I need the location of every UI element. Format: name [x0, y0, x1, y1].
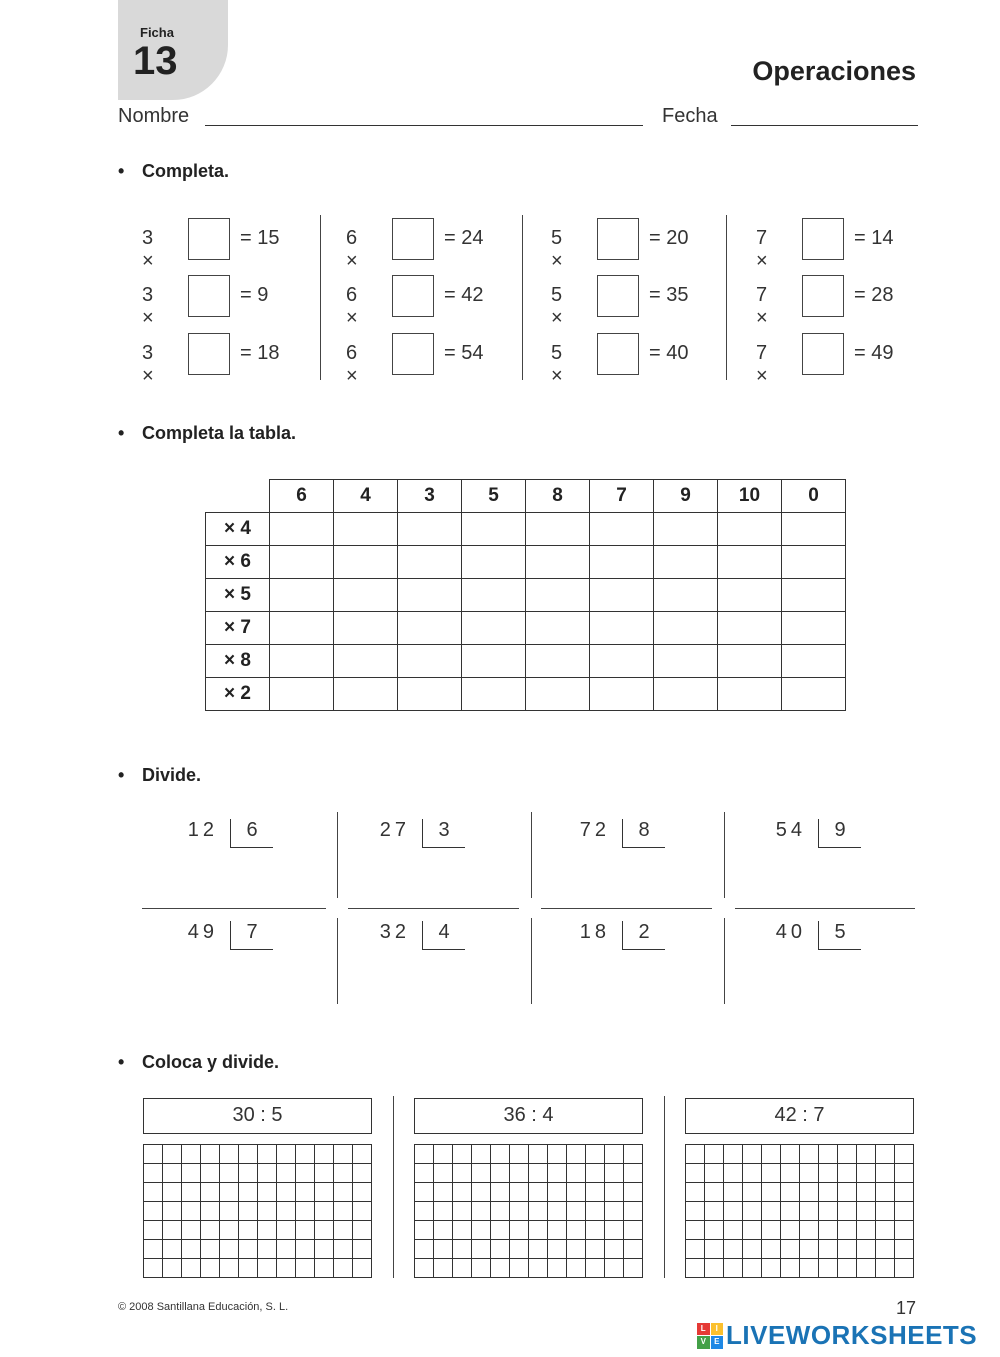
answer-cell[interactable] [462, 579, 526, 612]
answer-box[interactable] [392, 218, 434, 260]
row-header: × 6 [206, 546, 270, 579]
dividend: 72 [579, 819, 610, 841]
table-row [206, 645, 846, 678]
column-header: 5 [462, 480, 526, 513]
column-divider [726, 215, 727, 380]
section-completa [118, 161, 229, 182]
product: = 24 [444, 227, 484, 249]
row-divider [735, 908, 915, 909]
bullet: • [118, 1052, 125, 1072]
factor: 7 × [756, 284, 768, 329]
divisor: 6 [230, 819, 273, 848]
answer-cell[interactable] [654, 513, 718, 546]
answer-cell[interactable] [590, 546, 654, 579]
column-header: 8 [526, 480, 590, 513]
answer-cell[interactable] [398, 645, 462, 678]
answer-cell[interactable] [462, 645, 526, 678]
section-completa-tabla [118, 423, 296, 444]
answer-cell[interactable] [654, 645, 718, 678]
table-row [206, 513, 846, 546]
table-corner [206, 480, 270, 513]
answer-cell[interactable] [782, 579, 846, 612]
nombre-label: Nombre [118, 105, 190, 127]
answer-box[interactable] [188, 275, 230, 317]
product: = 49 [854, 342, 894, 364]
logo-letter: I [711, 1323, 724, 1336]
factor: 3 × [142, 227, 154, 272]
factor: 3 × [142, 342, 154, 387]
divisor: 4 [422, 921, 465, 950]
answer-cell[interactable] [782, 513, 846, 546]
work-grid[interactable] [143, 1144, 372, 1278]
factor: 3 × [142, 284, 154, 329]
product: = 28 [854, 284, 894, 306]
answer-cell[interactable] [398, 612, 462, 645]
table-row [206, 546, 846, 579]
column-divider [337, 918, 338, 1004]
answer-cell[interactable] [590, 513, 654, 546]
brand-name: LIVEWORKSHEETS [726, 1320, 978, 1350]
answer-box[interactable] [597, 333, 639, 375]
product: = 18 [240, 342, 280, 364]
answer-cell[interactable] [462, 513, 526, 546]
answer-cell[interactable] [270, 678, 334, 711]
answer-cell[interactable] [590, 612, 654, 645]
logo-letter: E [711, 1336, 724, 1349]
answer-box[interactable] [188, 218, 230, 260]
division-exercise [730, 917, 850, 957]
answer-box[interactable] [392, 275, 434, 317]
factor: 7 × [756, 342, 768, 387]
bullet: • [118, 765, 125, 785]
factor: 5 × [551, 284, 563, 329]
divisor: 7 [230, 921, 273, 950]
ficha-label: Ficha [140, 25, 174, 40]
dividend: 18 [579, 921, 610, 943]
column-divider [393, 1096, 394, 1278]
liveworksheets-logo-icon [697, 1323, 723, 1349]
copyright: © 2008 Santillana Educación, S. L. [118, 1301, 289, 1313]
divisor: 8 [622, 819, 665, 848]
answer-cell[interactable] [782, 546, 846, 579]
dividend: 27 [379, 819, 410, 841]
answer-cell[interactable] [334, 579, 398, 612]
product: = 40 [649, 342, 689, 364]
answer-cell[interactable] [718, 579, 782, 612]
multiplication-table [205, 479, 846, 711]
row-divider [541, 908, 712, 909]
instruction-completa: Completa. [142, 161, 230, 181]
column-divider [337, 812, 338, 898]
product: = 54 [444, 342, 484, 364]
factor: 6 × [346, 284, 358, 329]
answer-cell[interactable] [334, 678, 398, 711]
row-header: × 8 [206, 645, 270, 678]
answer-cell[interactable] [526, 513, 590, 546]
product: = 35 [649, 284, 689, 306]
division-exercise [334, 815, 454, 855]
work-grid[interactable] [685, 1144, 914, 1278]
answer-cell[interactable] [398, 513, 462, 546]
ficha-number: 13 [133, 39, 178, 83]
answer-box[interactable] [802, 218, 844, 260]
product: = 14 [854, 227, 894, 249]
table-row [206, 678, 846, 711]
answer-cell[interactable] [270, 579, 334, 612]
answer-cell[interactable] [590, 678, 654, 711]
dividend: 12 [187, 819, 218, 841]
operation-box: 30 : 5 [143, 1098, 372, 1134]
divisor: 3 [422, 819, 465, 848]
column-divider [320, 215, 321, 380]
column-divider [664, 1096, 665, 1278]
row-header: × 7 [206, 612, 270, 645]
instruction-divide: Divide. [142, 765, 202, 785]
answer-cell[interactable] [334, 612, 398, 645]
logo-letter: L [697, 1323, 710, 1336]
answer-cell[interactable] [462, 612, 526, 645]
answer-cell[interactable] [334, 645, 398, 678]
column-header: 7 [590, 480, 654, 513]
answer-cell[interactable] [398, 546, 462, 579]
instruction-coloca-divide: Coloca y divide. [142, 1052, 280, 1072]
answer-box[interactable] [597, 275, 639, 317]
nombre-field[interactable] [205, 125, 643, 126]
column-header: 4 [334, 480, 398, 513]
answer-cell[interactable] [398, 678, 462, 711]
answer-cell[interactable] [526, 612, 590, 645]
column-divider [522, 215, 523, 380]
column-header: 6 [270, 480, 334, 513]
answer-cell[interactable] [526, 678, 590, 711]
answer-cell[interactable] [270, 645, 334, 678]
bullet: • [118, 161, 125, 181]
section-coloca-divide [118, 1052, 279, 1073]
instruction-completa-tabla: Completa la tabla. [142, 423, 297, 443]
dividend: 54 [775, 819, 806, 841]
liveworksheets-brand [697, 1320, 977, 1351]
division-exercise [334, 917, 454, 957]
answer-box[interactable] [597, 218, 639, 260]
divisor: 5 [818, 921, 861, 950]
row-header: × 4 [206, 513, 270, 546]
answer-cell[interactable] [718, 513, 782, 546]
answer-cell[interactable] [526, 579, 590, 612]
table-row [206, 612, 846, 645]
division-exercise [534, 917, 654, 957]
answer-cell[interactable] [718, 612, 782, 645]
answer-cell[interactable] [718, 678, 782, 711]
dividend: 49 [187, 921, 218, 943]
factor: 6 × [346, 227, 358, 272]
answer-cell[interactable] [526, 546, 590, 579]
product: = 20 [649, 227, 689, 249]
division-exercise [142, 815, 262, 855]
column-divider [724, 918, 725, 1004]
page-title: Operaciones [752, 56, 916, 86]
column-header: 10 [718, 480, 782, 513]
answer-cell[interactable] [782, 612, 846, 645]
answer-cell[interactable] [718, 546, 782, 579]
answer-box[interactable] [188, 333, 230, 375]
answer-cell[interactable] [526, 645, 590, 678]
answer-box[interactable] [802, 333, 844, 375]
column-divider [531, 918, 532, 1004]
answer-cell[interactable] [654, 678, 718, 711]
factor: 5 × [551, 227, 563, 272]
answer-cell[interactable] [270, 612, 334, 645]
answer-cell[interactable] [654, 579, 718, 612]
product: = 15 [240, 227, 280, 249]
division-exercise [730, 815, 850, 855]
column-header: 0 [782, 480, 846, 513]
operation-box: 42 : 7 [685, 1098, 914, 1134]
table-row [206, 579, 846, 612]
column-header: 3 [398, 480, 462, 513]
column-divider [724, 812, 725, 898]
dividend: 40 [775, 921, 806, 943]
row-header: × 2 [206, 678, 270, 711]
answer-cell[interactable] [782, 678, 846, 711]
answer-cell[interactable] [718, 645, 782, 678]
answer-cell[interactable] [334, 513, 398, 546]
answer-box[interactable] [392, 333, 434, 375]
work-grid[interactable] [414, 1144, 643, 1278]
row-header: × 5 [206, 579, 270, 612]
factor: 6 × [346, 342, 358, 387]
answer-cell[interactable] [654, 612, 718, 645]
answer-cell[interactable] [334, 546, 398, 579]
divisor: 9 [818, 819, 861, 848]
factor: 7 × [756, 227, 768, 272]
answer-cell[interactable] [654, 546, 718, 579]
answer-cell[interactable] [590, 645, 654, 678]
factor: 5 × [551, 342, 563, 387]
divisor: 2 [622, 921, 665, 950]
row-divider [142, 908, 326, 909]
logo-letter: V [697, 1336, 710, 1349]
operation-box: 36 : 4 [414, 1098, 643, 1134]
answer-cell[interactable] [462, 678, 526, 711]
column-header: 9 [654, 480, 718, 513]
row-divider [348, 908, 519, 909]
page-number: 17 [895, 1298, 916, 1318]
dividend: 32 [379, 921, 410, 943]
product: = 9 [240, 284, 269, 306]
answer-cell[interactable] [590, 579, 654, 612]
answer-cell[interactable] [782, 645, 846, 678]
answer-cell[interactable] [462, 546, 526, 579]
bullet: • [118, 423, 125, 443]
answer-cell[interactable] [398, 579, 462, 612]
answer-cell[interactable] [270, 546, 334, 579]
answer-cell[interactable] [270, 513, 334, 546]
division-exercise [534, 815, 654, 855]
answer-box[interactable] [802, 275, 844, 317]
column-divider [531, 812, 532, 898]
division-exercise [142, 917, 262, 957]
fecha-label: Fecha [662, 105, 718, 127]
product: = 42 [444, 284, 484, 306]
fecha-field[interactable] [731, 125, 918, 126]
section-divide [118, 765, 201, 786]
